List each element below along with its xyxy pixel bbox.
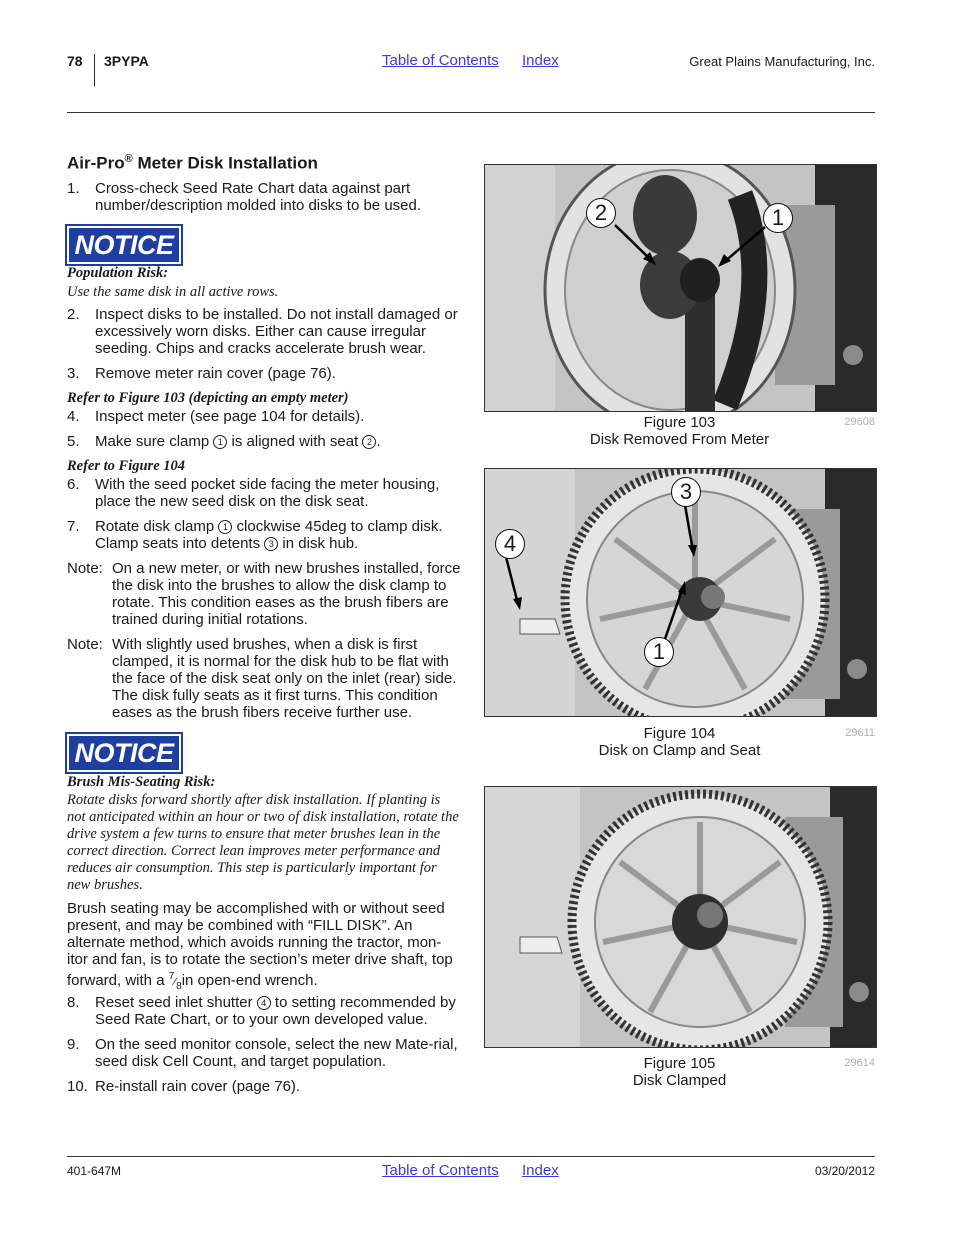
footer-rule [67, 1156, 875, 1157]
disk-clamped-illustration [485, 787, 876, 1047]
footer-toc-link[interactable]: Table of Contents [382, 1162, 499, 1179]
figure-104-photo [484, 468, 877, 717]
brush-seating-paragraph: Brush seating may be accomplished with or without seed present, and may be combined with “FILL DISK”. An alternate method, which avoids running the tractor, mon-itor and fan, is to rotate the section’s meter drive shaft, top forward, with a $^7⁄_8in$ open-end wrench. [67, 900, 453, 992]
model-name: 3PYPA [104, 53, 149, 69]
doc-date: 03/20/2012 [814, 1164, 875, 1178]
figure-103-id: 29608 [844, 416, 875, 428]
header-toc-link[interactable]: Table of Contents [382, 52, 499, 69]
meter-empty-illustration [485, 165, 876, 411]
figure-104-id: 29611 [845, 727, 875, 739]
figure-103-label: Figure 103 [643, 414, 716, 431]
callout-ref-4: 4 [257, 996, 271, 1010]
callout-3: 3 [671, 477, 701, 507]
notice-2-title: Brush Mis-Seating Risk: [67, 774, 216, 790]
figure-105-caption: Disk Clamped [632, 1072, 727, 1089]
notice-badge-1: NOTICE [67, 226, 181, 264]
header-index-link[interactable]: Index [522, 52, 559, 69]
figure-105-id: 29614 [844, 1057, 875, 1069]
callout-ref-3: 3 [264, 537, 278, 551]
callout-1: 1 [644, 637, 674, 667]
callout-ref-1: 1 [218, 520, 232, 534]
page-number: 78 [67, 53, 83, 69]
ref-figure-104: Refer to Figure 104 [67, 458, 186, 474]
callout-1: 1 [763, 203, 793, 233]
footer-index-link[interactable]: Index [522, 1162, 559, 1179]
callout-ref-2: 2 [362, 435, 376, 449]
section-title: Air-Pro® Meter Disk Installation [67, 153, 318, 173]
notice-1-text: Use the same disk in all active rows. [67, 284, 279, 300]
company-name: Great Plains Manufacturing, Inc. [689, 54, 875, 69]
notice-badge-2: NOTICE [67, 734, 181, 772]
figure-103-caption: Disk Removed From Meter [589, 431, 770, 448]
figure-104-label: Figure 104 [643, 725, 716, 742]
doc-number: 401-647M [67, 1164, 122, 1178]
figure-105-label: Figure 105 [643, 1055, 716, 1072]
notice-2-text: Rotate disks forward shortly after disk installation. If planting is not anticipated within an hour or two of disk installation, rotate the drive system a few turns to ensure that meter brushes lean in the correct direction. Correct lean improves meter performance and reduces air consumption. This step is particularly important for new brushes. [67, 792, 459, 893]
figure-104-caption: Disk on Clamp and Seat [598, 742, 761, 759]
callout-ref-1: 1 [213, 435, 227, 449]
figure-103-photo [484, 164, 877, 412]
header-divider [94, 54, 95, 86]
header-rule [67, 112, 875, 113]
figure-105-photo [484, 786, 877, 1048]
callout-4: 4 [495, 529, 525, 559]
ref-figure-103: Refer to Figure 103 (depicting an empty meter) [67, 390, 349, 406]
notice-1-title: Population Risk: [67, 265, 169, 281]
callout-2: 2 [586, 198, 616, 228]
